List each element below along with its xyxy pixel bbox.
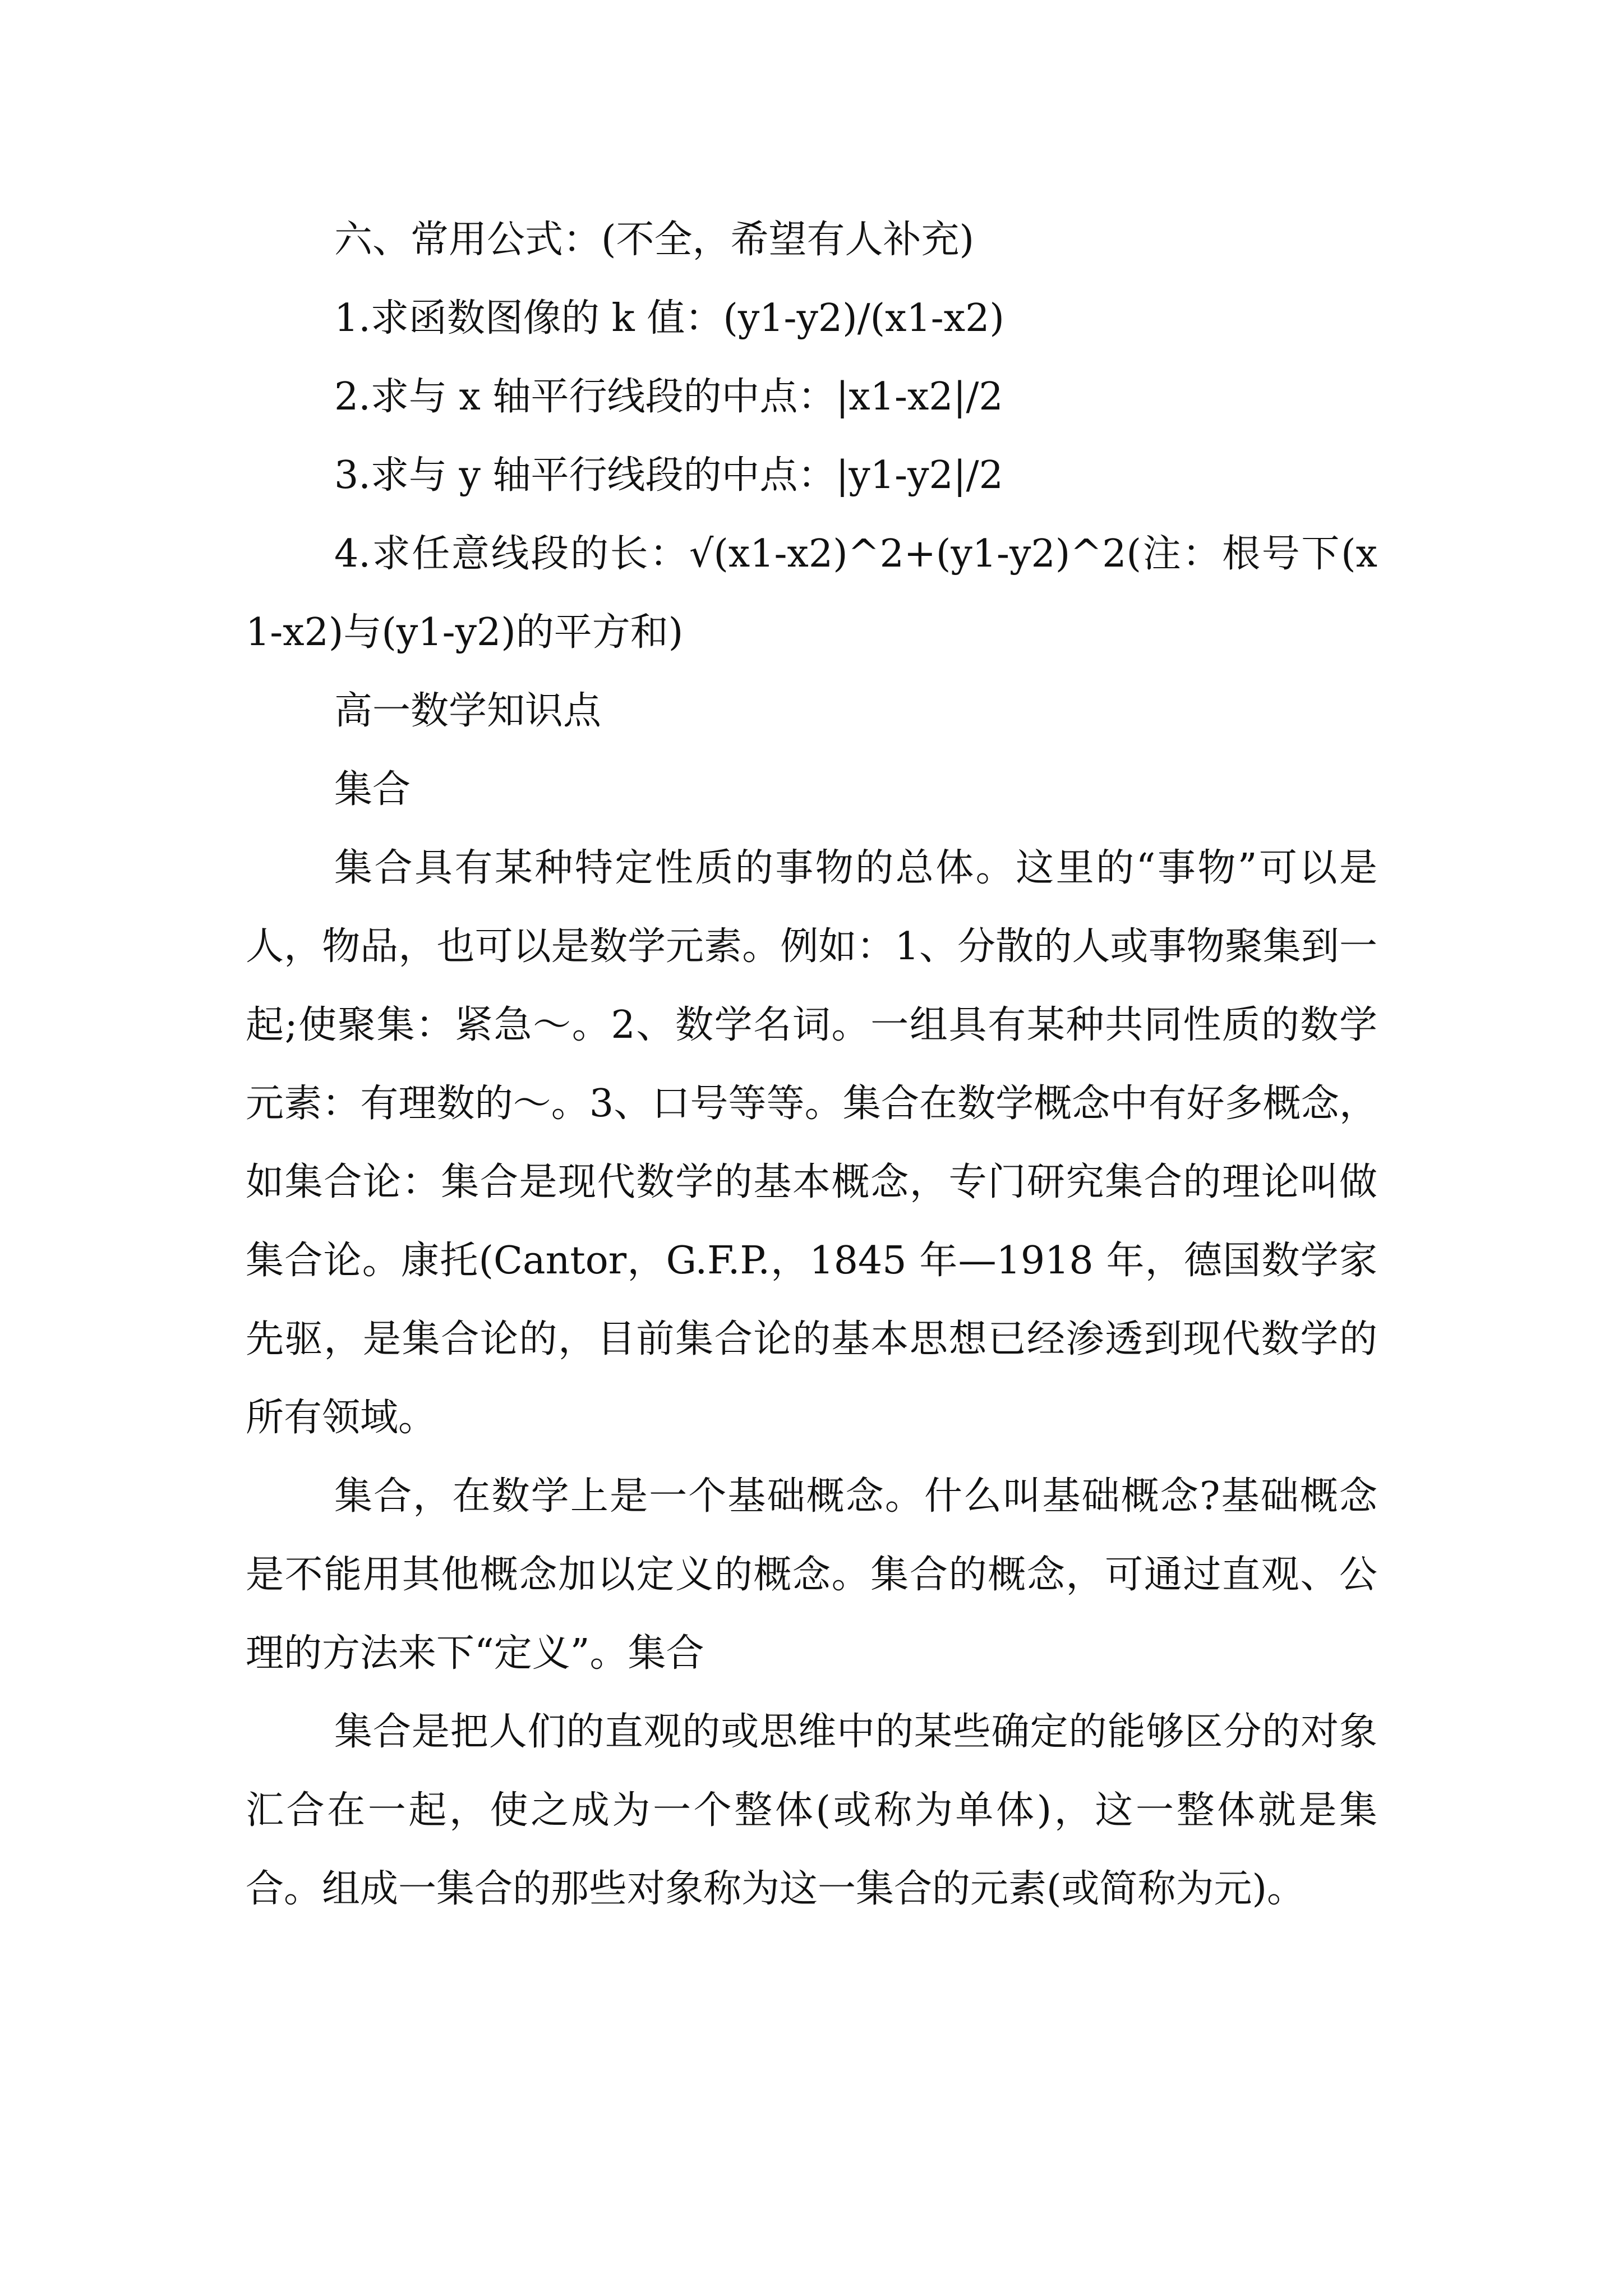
formula-y-midpoint: 3.求与 y 轴平行线段的中点：|y1-y2|/2 <box>334 453 1003 498</box>
section-heading-formulas: 六、常用公式：(不全，希望有人补充) <box>334 218 975 262</box>
document-body <box>246 201 1377 1929</box>
section-heading-knowledge: 高一数学知识点 <box>334 689 602 733</box>
formula-segment-length: 4.求任意线段的长：√(x1-x2)^2+(y1-y2)^2(注：根号下(x1-x2)与(y1-y2)的平方和) <box>246 532 1377 655</box>
subheading-sets: 集合 <box>334 767 411 812</box>
formula-slope: 1.求函数图像的 k 值：(y1-y2)/(x1-x2) <box>334 296 1004 341</box>
formula-x-midpoint: 2.求与 x 轴平行线段的中点：|x1-x2|/2 <box>334 375 1003 419</box>
paragraph-basic-concept: 集合，在数学上是一个基础概念。什么叫基础概念?基础概念是不能用其他概念加以定义的概念。集合的概念，可通过直观、公理的方法来下“定义”。集合 <box>246 1474 1377 1676</box>
paragraph-set-elements: 集合是把人们的直观的或思维中的某些确定的能够区分的对象汇合在一起，使之成为一个整体(或称为单体)，这一整体就是集合。组成一集合的那些对象称为这一集合的元素(或简称为元)。 <box>246 1710 1377 1911</box>
paragraph-set-definition: 集合具有某种特定性质的事物的总体。这里的“事物”可以是人，物品，也可以是数学元素。例如：1、分散的人或事物聚集到一起;使聚集：紧急～。2、数学名词。一组具有某种共同性质的数学元素：有理数的～。3、口号等等。集合在数学概念中有好多概念，如集合论：集合是现代数学的基本概念，专门研究集合的理论叫做集合论。康托(Cantor，G.F.P.，1845 年—1918 年，德国数学家先驱，是集合论的，目前集合论的基本思想已经渗透到现代数学的所有领域。 <box>246 846 1377 1440</box>
